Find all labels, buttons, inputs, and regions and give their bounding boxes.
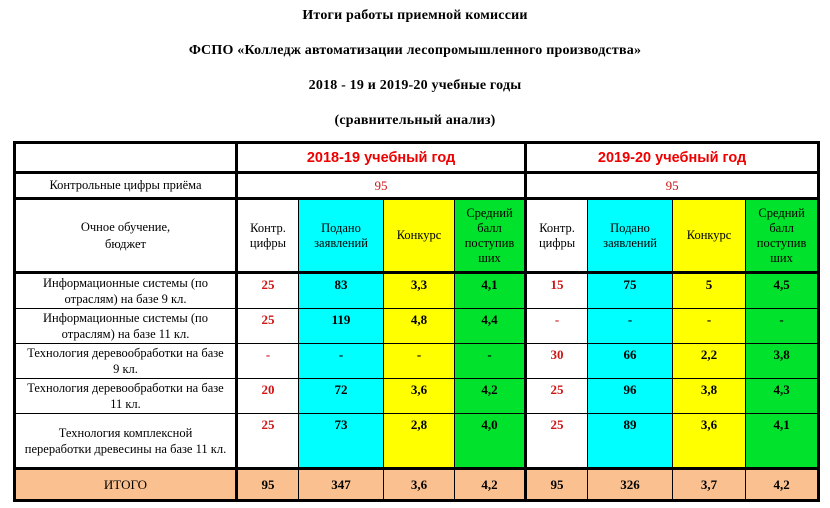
table-row <box>15 309 819 344</box>
row-label: Информационные системы (по отраслям) на базе 9 кл. <box>15 273 237 309</box>
total-cell: 326 <box>588 469 673 501</box>
value-cell: - <box>384 344 455 379</box>
col-header-contr-2018: Контр. цифры <box>237 199 299 273</box>
section-label <box>15 199 237 273</box>
document-titles <box>0 6 830 146</box>
value-cell: 30 <box>526 344 588 379</box>
col-header-competition-2019: Конкурс <box>673 199 746 273</box>
value-cell: 72 <box>299 379 384 414</box>
table-row <box>15 199 819 273</box>
table-row <box>15 173 819 199</box>
value-cell: 25 <box>526 379 588 414</box>
value-cell: 2,2 <box>673 344 746 379</box>
row-label: Технология комплексной переработки древесины на базе 11 кл. <box>15 414 237 469</box>
value-cell: 75 <box>588 273 673 309</box>
title-line-3: 2018 - 19 и 2019-20 учебные годы <box>308 78 522 93</box>
value-cell: 66 <box>588 344 673 379</box>
value-cell: 20 <box>237 379 299 414</box>
row-label: Технология деревообработки на базе 11 кл. <box>15 379 237 414</box>
empty-corner-cell <box>15 143 237 173</box>
table-row <box>15 469 819 501</box>
value-cell: 4,5 <box>746 273 819 309</box>
value-cell: - <box>588 309 673 344</box>
value-cell: - <box>455 344 526 379</box>
value-cell: 25 <box>237 309 299 344</box>
value-cell: - <box>746 309 819 344</box>
section-label-line-1: Очное обучение, <box>80 219 171 234</box>
control-figures-2019: 95 <box>526 173 819 199</box>
total-cell: 347 <box>299 469 384 501</box>
section-label-line-2: бюджет <box>105 236 146 251</box>
admission-results-table <box>13 141 820 502</box>
value-cell: 2,8 <box>384 414 455 469</box>
value-cell: 4,4 <box>455 309 526 344</box>
table-row <box>15 379 819 414</box>
value-cell: 4,2 <box>455 379 526 414</box>
value-cell: - <box>237 344 299 379</box>
total-cell: 95 <box>237 469 299 501</box>
value-cell: 4,0 <box>455 414 526 469</box>
value-cell: 3,6 <box>673 414 746 469</box>
title-line-4: (сравнительный анализ) <box>334 113 496 128</box>
value-cell: 73 <box>299 414 384 469</box>
value-cell: 25 <box>237 414 299 469</box>
value-cell: 15 <box>526 273 588 309</box>
value-cell: 3,8 <box>746 344 819 379</box>
value-cell: 3,3 <box>384 273 455 309</box>
col-header-contr-2019: Контр. цифры <box>526 199 588 273</box>
title-line-2: ФСПО «Колледж автоматизации лесопромышленного производства» <box>188 43 642 58</box>
totals-label: ИТОГО <box>15 469 237 501</box>
col-header-applications-2018: Подано заявлений <box>299 199 384 273</box>
col-header-avg-score-2019: Средний балл поступив ших <box>746 199 819 273</box>
total-cell: 95 <box>526 469 588 501</box>
value-cell: 4,8 <box>384 309 455 344</box>
value-cell: 3,8 <box>673 379 746 414</box>
value-cell: - <box>673 309 746 344</box>
row-label: Технология деревообработки на базе 9 кл. <box>15 344 237 379</box>
year-header-2018-19: 2018-19 учебный год <box>237 143 526 173</box>
total-cell: 3,7 <box>673 469 746 501</box>
value-cell: 119 <box>299 309 384 344</box>
table-row <box>15 143 819 173</box>
value-cell: 25 <box>237 273 299 309</box>
value-cell: 96 <box>588 379 673 414</box>
value-cell: - <box>299 344 384 379</box>
value-cell: 25 <box>526 414 588 469</box>
col-header-competition-2018: Конкурс <box>384 199 455 273</box>
row-label: Информационные системы (по отраслям) на базе 11 кл. <box>15 309 237 344</box>
value-cell: 4,1 <box>746 414 819 469</box>
table-row <box>15 414 819 469</box>
value-cell: 4,1 <box>455 273 526 309</box>
col-header-avg-score-2018: Средний балл поступив ших <box>455 199 526 273</box>
value-cell: 83 <box>299 273 384 309</box>
table-row <box>15 344 819 379</box>
col-header-applications-2019: Подано заявлений <box>588 199 673 273</box>
control-figures-label: Контрольные цифры приёма <box>15 173 237 199</box>
year-header-2019-20: 2019-20 учебный год <box>526 143 819 173</box>
total-cell: 4,2 <box>455 469 526 501</box>
title-line-1: Итоги работы приемной комиссии <box>302 8 528 23</box>
value-cell: 89 <box>588 414 673 469</box>
control-figures-2018: 95 <box>237 173 526 199</box>
table-row <box>15 273 819 309</box>
value-cell: 4,3 <box>746 379 819 414</box>
total-cell: 4,2 <box>746 469 819 501</box>
value-cell: 5 <box>673 273 746 309</box>
total-cell: 3,6 <box>384 469 455 501</box>
value-cell: 3,6 <box>384 379 455 414</box>
value-cell: - <box>526 309 588 344</box>
